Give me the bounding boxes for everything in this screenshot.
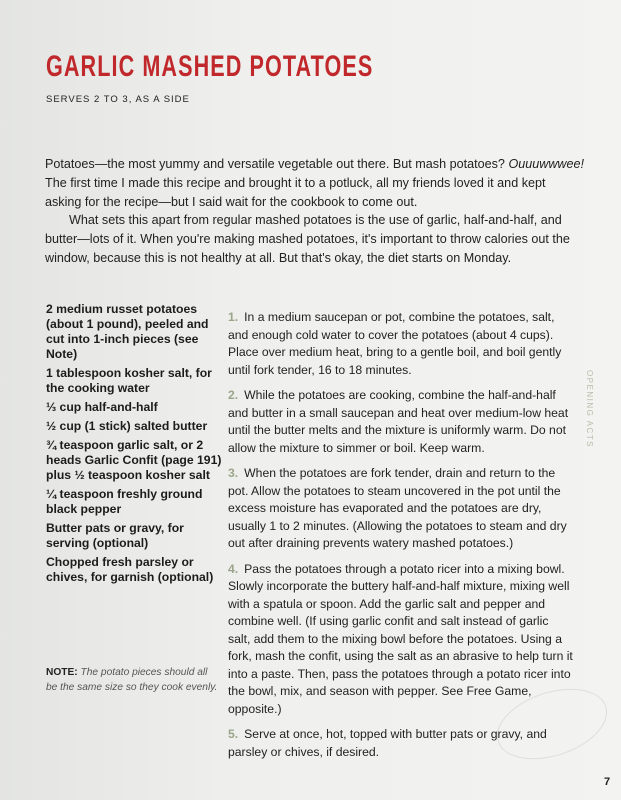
section-label: OPENING ACTS	[585, 370, 594, 449]
ingredient-item: ½ cup (1 stick) salted butter	[46, 419, 208, 433]
step-text: Pass the potatoes through a potato ricer into a mixing bowl. Slowly incorporate the buttery half-and-half mixture, mixing well with a spatula or spoon. Add the garlic salt and pepper and combine well. (If using garlic confit and salt instead of garlic salt, add them to the mixing bowl before the potatoes. Using a fork, mash the confit, using the salt as an abrasive to help turn it into a paste. Then, pass the potatoes through a potato ricer into the bowl, mix, and season with pepper. See Free Game, opposite.)	[228, 561, 573, 716]
step-number: 2.	[228, 388, 239, 402]
step	[228, 387, 574, 457]
ingredient-item: ¾ teaspoon garlic salt, or 2 heads Garlic Confit (page 191) plus ½ teaspoon kosher salt	[46, 438, 222, 482]
ingredient-item: ⅓ cup half-and-half	[46, 400, 158, 414]
intro-exclamation: Ouuuwwwee!	[508, 157, 585, 171]
instruction-steps	[228, 309, 574, 769]
note	[46, 665, 221, 695]
ingredient-item: 1 tablespoon kosher salt, for the cooking water	[46, 366, 212, 395]
recipe-title: GARLIC MASHED POTATOES	[46, 50, 374, 83]
note-text: The potato pieces should all be the same size so they cook evenly.	[46, 667, 218, 693]
ingredient-item: Chopped fresh parsley or chives, for garnish (optional)	[46, 555, 214, 584]
intro-text-start: Potatoes—the most yummy and versatile vegetable out there. But mash potatoes?	[45, 157, 509, 171]
step	[228, 561, 574, 719]
step-number: 5.	[228, 727, 239, 741]
intro-text	[45, 155, 585, 268]
step-text: Serve at once, hot, topped with butter pats or gravy, and parsley or chives, if desired.	[228, 727, 547, 759]
step-text: In a medium saucepan or pot, combine the potatoes, salt, and enough cold water to cover the potatoes (about 4 cups). Place over medium heat, bring to a gentle boil, and boil gently until fork tender, 16 to 18 minutes.	[228, 310, 562, 377]
step-text: When the potatoes are fork tender, drain and return to the pot. Allow the potatoes to steam uncovered in the pot until the excess moisture has evaporated and the potatoes are dry, usually 1 to 2 minutes. (Allowing the potatoes to steam and dry out after draining prevents watery mashed potatoes.)	[228, 466, 567, 550]
step-number: 4.	[228, 561, 239, 576]
serving-size: SERVES 2 TO 3, AS A SIDE	[46, 94, 190, 105]
intro-text-end: The first time I made this recipe and brought it to a potluck, all my friends loved it and kept asking for the recipe—but I said wait for the cookbook to come out.	[45, 175, 546, 209]
ingredient-item: Butter pats or gravy, for serving (optional)	[46, 521, 184, 550]
ingredient-item: 2 medium russet potatoes (about 1 pound), peeled and cut into 1-inch pieces (see Note)	[46, 302, 209, 361]
page-number: 7	[604, 776, 611, 788]
step	[228, 465, 574, 553]
step-number: 3.	[228, 466, 239, 480]
step	[228, 309, 574, 379]
intro-paragraph-1	[45, 155, 585, 211]
step-number: 1.	[228, 310, 239, 324]
intro-paragraph-2: What sets this apart from regular mashed potatoes is the use of garlic, half-and-half, and butter—lots of it. When you're making mashed potatoes, it's important to throw calories out the window, because this is not healthy at all. But that's okay, the diet starts on Monday.	[45, 213, 570, 265]
step-text: While the potatoes are cooking, combine the half-and-half and butter in a small saucepan and heat over medium-low heat until the butter melts and the mixture is uniformly warm. Do not allow the mixture to simmer or boil. Keep warm.	[228, 388, 569, 455]
ingredient-list	[46, 302, 224, 589]
ingredient-item: ¼ teaspoon freshly ground black pepper	[46, 487, 203, 516]
note-label: NOTE:	[46, 667, 78, 678]
